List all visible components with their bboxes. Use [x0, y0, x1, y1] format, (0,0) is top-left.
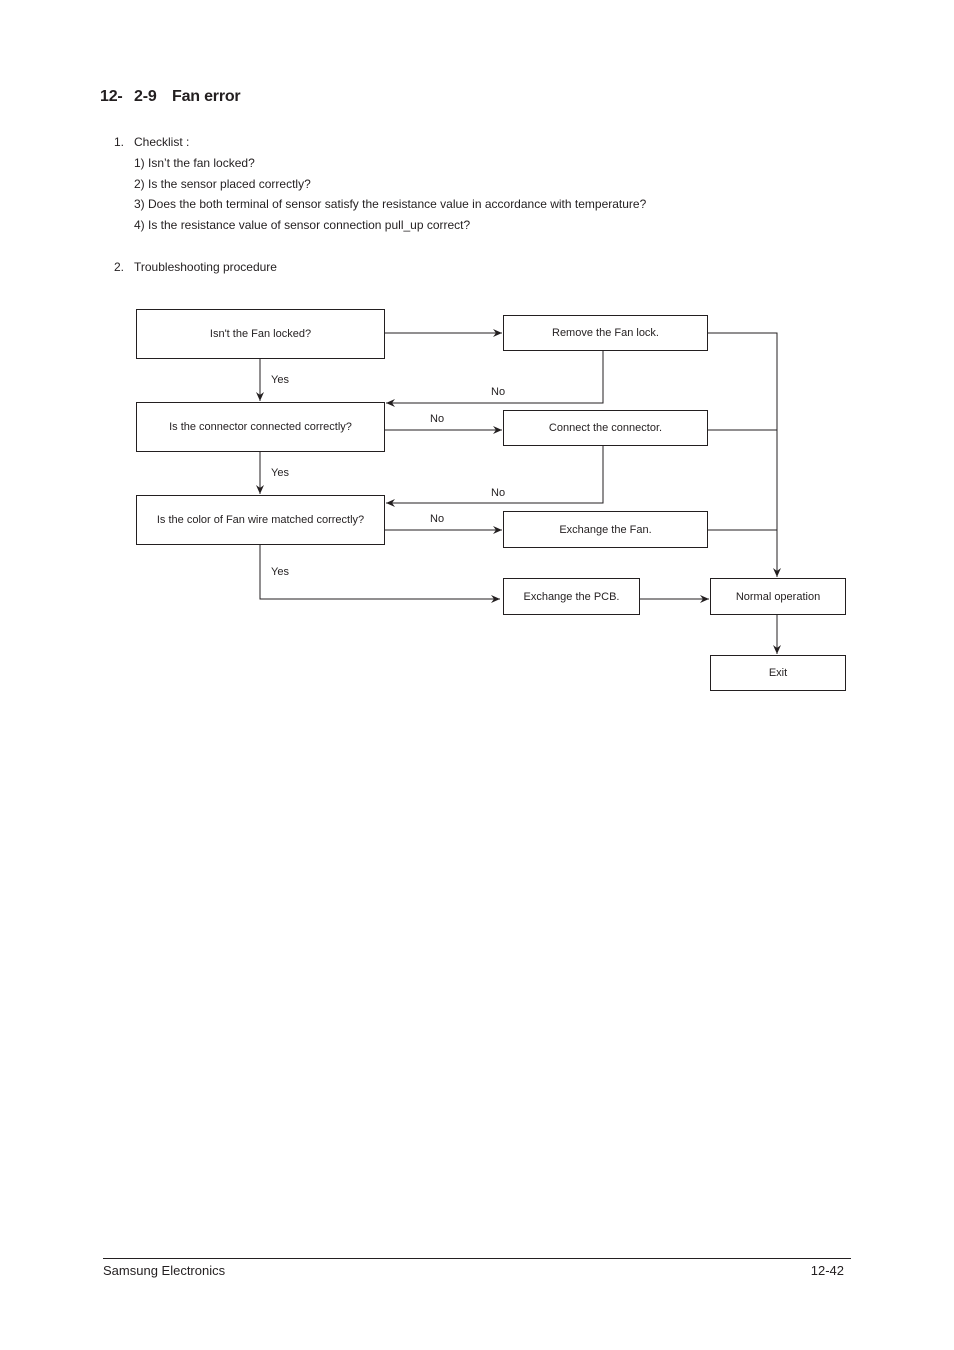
- arrow-a1-to-normal: [707, 333, 777, 577]
- action-connect-connector: Connect the connector.: [503, 410, 708, 446]
- section-title: Fan error: [172, 88, 241, 105]
- footer-company: Samsung Electronics: [103, 1263, 226, 1278]
- decision-fan-locked: Isn't the Fan locked?: [136, 309, 385, 359]
- action-remove-fan-lock: Remove the Fan lock.: [503, 315, 708, 351]
- action-exchange-fan: Exchange the Fan.: [503, 511, 708, 548]
- label-yes-q2: Yes: [271, 467, 289, 479]
- section-subnumber: 2-9: [134, 88, 157, 105]
- label-yes-q3: Yes: [271, 566, 289, 578]
- procedure-marker: 2.: [114, 260, 125, 274]
- terminal-normal-operation: Normal operation: [710, 578, 846, 615]
- checklist-marker: 1.: [114, 135, 125, 149]
- footer-divider: [103, 1258, 851, 1259]
- checklist-item-2: 2) Is the sensor placed correctly?: [134, 177, 311, 191]
- procedure-title: Troubleshooting procedure: [134, 260, 277, 274]
- label-no-back-1: No: [491, 386, 506, 398]
- arrow-q3-to-pcb: [260, 544, 500, 599]
- checklist-item-4: 4) Is the resistance value of sensor connection pull_up correct?: [134, 218, 471, 232]
- label-no-back-2: No: [491, 487, 506, 499]
- action-exchange-pcb: Exchange the PCB.: [503, 578, 640, 615]
- page-number: 12-42: [810, 1263, 844, 1278]
- decision-connector-connected: Is the connector connected correctly?: [136, 402, 385, 452]
- section-number: 12-: [100, 88, 123, 105]
- terminal-exit: Exit: [710, 655, 846, 691]
- decision-fan-wire-color: Is the color of Fan wire matched correctly?: [136, 495, 385, 545]
- checklist-item-3: 3) Does the both terminal of sensor satisfy the resistance value in accordance with temperature?: [134, 197, 647, 211]
- checklist-item-1: 1) Isn’t the fan locked?: [134, 156, 255, 170]
- label-yes-q1: Yes: [271, 374, 289, 386]
- label-no-q3: No: [430, 513, 445, 525]
- checklist-title: Checklist :: [134, 135, 190, 149]
- label-no-q2: No: [430, 413, 445, 425]
